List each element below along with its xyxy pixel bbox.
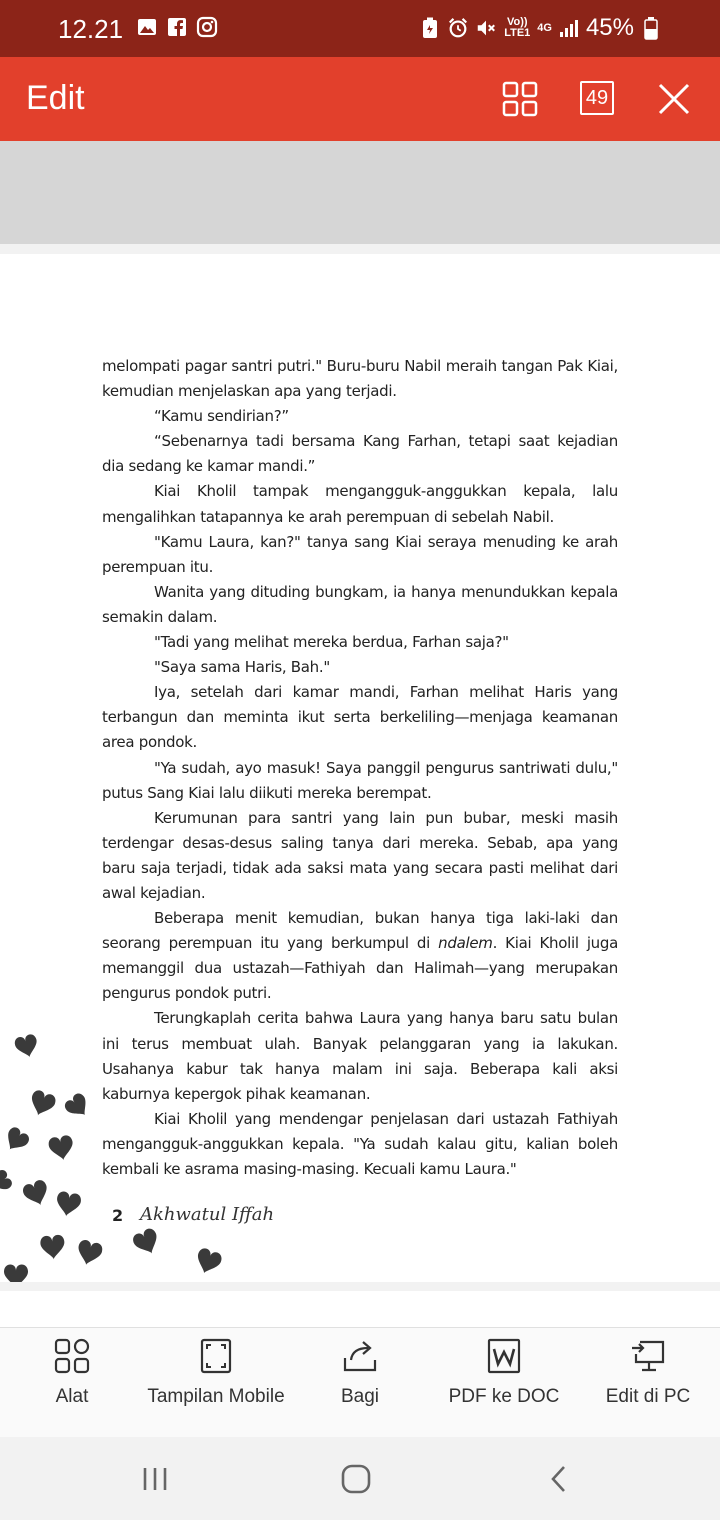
pdf-to-doc-label: PDF ke DOC (448, 1386, 560, 1407)
volte-label: Vo)) LTE1 (504, 16, 531, 39)
page-count-icon[interactable]: 49 (580, 81, 614, 115)
navigation-bar (0, 1437, 720, 1520)
paragraph: "Ya sudah, ayo masuk! Saya panggil pengurus santriwati dulu," putus Sang Kiai lalu diikuti mereka berempat. (102, 758, 618, 802)
paragraph-text: Beberapa menit kemudian, bukan hanya tiga laki-laki dan seorang perempuan itu yang berkumpul di (102, 909, 618, 953)
tools-button[interactable] (0, 1338, 144, 1409)
signal-icon (558, 17, 580, 39)
status-bar (0, 0, 720, 57)
recent-apps-icon[interactable] (140, 1463, 172, 1495)
paragraph: “Kamu sendirian?” (154, 407, 289, 426)
page-number: 2 (112, 1206, 124, 1225)
paragraph-text: . Kiai Kholil juga memanggil dua ustazah—Fathiyah dan Halimah—yang merupakan pengurus pondok putri. (102, 934, 619, 1003)
app-bar (0, 57, 720, 141)
status-time: 12.21 (58, 14, 124, 44)
mobile-view-button[interactable] (144, 1338, 288, 1409)
system-icons (419, 14, 662, 42)
edit-on-pc-label: Edit di PC (605, 1386, 691, 1407)
paragraph: Kiai Kholil tampak mengangguk-anggukkan kepala, lalu mengalihkan tatapannya ke arah perempuan di sebelah Nabil. (102, 482, 618, 526)
previous-page (0, 141, 720, 244)
mobile-view-icon (198, 1338, 234, 1374)
back-icon[interactable] (544, 1463, 576, 1495)
author-signature: Akhwatul Iffah (140, 1204, 275, 1225)
mute-icon (475, 17, 497, 39)
gallery-icon (136, 16, 158, 38)
paragraph: melompati pagar santri putri." Buru-buru Nabil meraih tangan Pak Kiai, kemudian menjelaskan apa yang terjadi. (102, 357, 618, 401)
word-doc-icon (486, 1338, 522, 1374)
paragraph (102, 906, 618, 1006)
battery-saver-icon (419, 17, 441, 39)
network-generation: 4G (537, 21, 552, 34)
monitor-icon (630, 1338, 666, 1374)
page-text (102, 354, 618, 1182)
battery-percent: 45% (585, 14, 634, 41)
notification-icons (136, 16, 218, 38)
paragraph: "Kamu Laura, kan?" tanya sang Kiai seraya menuding ke arah perempuan itu. (102, 532, 618, 576)
paragraph: Kiai Kholil yang mendengar penjelasan dari ustazah Fathiyah mengangguk-anggukkan kepala. "Ya sudah kalau gitu, kalian boleh kembali ke asrama masing-masing. Kecuali kamu Laura." (102, 1109, 618, 1178)
edit-on-pc-button[interactable] (576, 1338, 720, 1409)
paragraph: Wanita yang dituding bungkam, ia hanya menundukkan kepala semakin dalam. (102, 582, 618, 626)
app-title: Edit (26, 79, 85, 117)
home-icon[interactable] (340, 1463, 372, 1495)
tools-icon (54, 1338, 90, 1374)
document-page[interactable] (0, 254, 720, 1282)
pdf-to-doc-button[interactable] (432, 1338, 576, 1409)
paragraph: "Tadi yang melihat mereka berdua, Farhan saja?" (154, 633, 509, 652)
share-label: Bagi (340, 1386, 380, 1407)
battery-icon (640, 17, 662, 39)
bottom-toolbar (0, 1327, 720, 1437)
grid-icon[interactable] (502, 81, 538, 117)
alarm-icon (447, 17, 469, 39)
paragraph: Iya, setelah dari kamar mandi, Farhan melihat Haris yang terbangun dan meminta ikut serta berkeliling—menjaga keamanan area pondok. (102, 683, 618, 752)
paragraph: Terungkaplah cerita bahwa Laura yang hanya baru satu bulan ini terus membuat ulah. Banyak pelanggaran yang ia lakukan. Usahanya kabur tak hanya malam ini saja. Beberapa kali aksi kaburnya kepergok pihak keamanan. (102, 1009, 618, 1103)
paragraph: Kerumunan para santri yang lain pun bubar, meski masih terdengar desas-desus saling tanya dari mereka. Sebab, apa yang baru saja terjadi, tidak ada saksi mata yang secara pasti melihat dari awal kejadian. (102, 808, 618, 902)
close-icon[interactable] (656, 81, 692, 117)
facebook-icon (166, 16, 188, 38)
paragraph: “Sebenarnya tadi bersama Kang Farhan, tetapi saat kejadian dia sedang ke kamar mandi.” (102, 432, 618, 476)
tools-label: Alat (55, 1386, 89, 1407)
mobile-view-label: Tampilan Mobile (147, 1386, 285, 1407)
share-icon (342, 1338, 378, 1374)
share-button[interactable] (288, 1338, 432, 1409)
next-page (0, 1291, 720, 1327)
instagram-icon (196, 16, 218, 38)
paragraph: "Saya sama Haris, Bah." (154, 658, 330, 677)
italic-term: ndalem (438, 934, 493, 953)
